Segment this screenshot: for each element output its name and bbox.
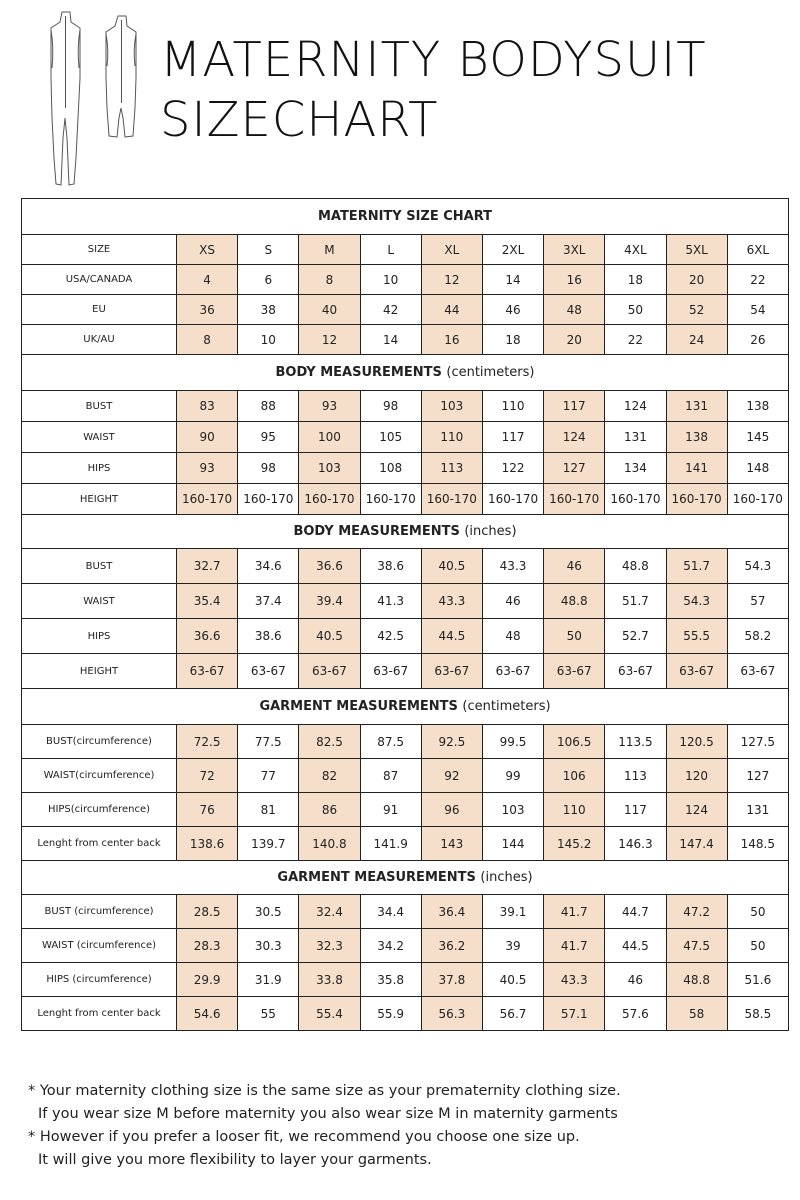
table-cell: 144	[482, 827, 543, 861]
table-cell: 148.5	[727, 827, 788, 861]
table-cell: 5XL	[666, 235, 727, 265]
table-cell: 50	[544, 619, 605, 654]
table-cell: 48.8	[605, 549, 666, 584]
row-label: HEIGHT	[22, 484, 177, 515]
table-cell: 160-170	[360, 484, 421, 515]
table-cell: 103	[299, 453, 360, 484]
table-cell: M	[299, 235, 360, 265]
section-heading-title: GARMENT MEASUREMENTS	[277, 870, 481, 885]
table-cell: 63-67	[177, 654, 238, 689]
table-cell: 50	[727, 895, 788, 929]
table-cell: 63-67	[666, 654, 727, 689]
row-label: EU	[22, 295, 177, 325]
table-row	[22, 793, 789, 827]
table-cell: 100	[299, 422, 360, 453]
table-cell: 30.5	[238, 895, 299, 929]
table-cell: 82.5	[299, 725, 360, 759]
section-heading-row	[22, 515, 789, 549]
table-cell: 40.5	[299, 619, 360, 654]
table-cell: 46	[482, 295, 543, 325]
section-heading-row	[22, 355, 789, 391]
table-cell: 138.6	[177, 827, 238, 861]
table-cell: 87	[360, 759, 421, 793]
table-cell: 124	[605, 391, 666, 422]
table-cell: 48.8	[666, 963, 727, 997]
table-cell: 138	[666, 422, 727, 453]
table-cell: 55.5	[666, 619, 727, 654]
table-cell: 20	[544, 325, 605, 355]
section-heading-title: MATERNITY SIZE CHART	[317, 209, 493, 224]
table-cell: 127	[727, 759, 788, 793]
table-cell: 91	[360, 793, 421, 827]
table-cell: 55.9	[360, 997, 421, 1031]
table-cell: 3XL	[544, 235, 605, 265]
table-row	[22, 391, 789, 422]
table-cell: 6	[238, 265, 299, 295]
table-cell: 160-170	[238, 484, 299, 515]
row-label: HIPS	[22, 619, 177, 654]
section-heading-title: BODY MEASUREMENTS	[275, 365, 447, 380]
section-heading	[22, 515, 789, 549]
table-cell: 37.4	[238, 584, 299, 619]
table-cell: 148	[727, 453, 788, 484]
table-cell: 113	[421, 453, 482, 484]
table-cell: 10	[360, 265, 421, 295]
table-cell: S	[238, 235, 299, 265]
table-cell: 134	[605, 453, 666, 484]
table-cell: 34.2	[360, 929, 421, 963]
table-cell: 56.7	[482, 997, 543, 1031]
section-heading-row	[22, 689, 789, 725]
table-cell: 131	[727, 793, 788, 827]
table-cell: 47.2	[666, 895, 727, 929]
note-line-1: * Your maternity clothing size is the same size as your prematernity clothing size.	[28, 1083, 621, 1099]
table-cell: 82	[299, 759, 360, 793]
table-cell: 76	[177, 793, 238, 827]
table-cell: 63-67	[727, 654, 788, 689]
table-row	[22, 295, 789, 325]
table-cell: 41.3	[360, 584, 421, 619]
table-cell: 63-67	[482, 654, 543, 689]
table-cell: 54.6	[177, 997, 238, 1031]
note-line-2: If you wear size M before maternity you also wear size M in maternity garments	[38, 1106, 618, 1122]
table-cell: 110	[482, 391, 543, 422]
table-cell: 47.5	[666, 929, 727, 963]
table-cell: 39.4	[299, 584, 360, 619]
table-cell: 63-67	[544, 654, 605, 689]
table-cell: 106.5	[544, 725, 605, 759]
table-cell: 39.1	[482, 895, 543, 929]
table-cell: L	[360, 235, 421, 265]
table-cell: 106	[544, 759, 605, 793]
title-line-2: SIZECHART	[160, 92, 439, 148]
table-cell: 52.7	[605, 619, 666, 654]
table-cell: 28.5	[177, 895, 238, 929]
table-cell: 14	[360, 325, 421, 355]
table-cell: 8	[299, 265, 360, 295]
table-cell: 139.7	[238, 827, 299, 861]
table-cell: 113.5	[605, 725, 666, 759]
table-cell: 43.3	[421, 584, 482, 619]
table-cell: 160-170	[544, 484, 605, 515]
table-cell: 110	[544, 793, 605, 827]
note-line-4: It will give you more flexibility to layer your garments.	[38, 1152, 432, 1168]
table-cell: 110	[421, 422, 482, 453]
table-cell: 38.6	[360, 549, 421, 584]
table-cell: 141	[666, 453, 727, 484]
section-heading-title: GARMENT MEASUREMENTS	[259, 699, 463, 714]
row-label: HIPS(circumference)	[22, 793, 177, 827]
table-cell: 117	[605, 793, 666, 827]
table-cell: 48	[482, 619, 543, 654]
table-cell: 93	[299, 391, 360, 422]
section-heading-unit: (inches)	[464, 524, 517, 539]
table-cell: 105	[360, 422, 421, 453]
table-cell: 16	[544, 265, 605, 295]
table-cell: 22	[727, 265, 788, 295]
row-label: UK/AU	[22, 325, 177, 355]
table-cell: 87.5	[360, 725, 421, 759]
table-cell: 127	[544, 453, 605, 484]
table-cell: 12	[421, 265, 482, 295]
table-cell: 37.8	[421, 963, 482, 997]
table-cell: 138	[727, 391, 788, 422]
row-label: Lenght from center back	[22, 997, 177, 1031]
table-cell: 72	[177, 759, 238, 793]
table-cell: 63-67	[605, 654, 666, 689]
table-cell: 18	[605, 265, 666, 295]
table-cell: 24	[666, 325, 727, 355]
table-row	[22, 963, 789, 997]
table-cell: 141.9	[360, 827, 421, 861]
table-cell: 108	[360, 453, 421, 484]
table-cell: 131	[666, 391, 727, 422]
table-cell: 72.5	[177, 725, 238, 759]
table-cell: 39	[482, 929, 543, 963]
table-cell: 54	[727, 295, 788, 325]
table-cell: 96	[421, 793, 482, 827]
table-cell: 14	[482, 265, 543, 295]
section-heading-unit: (inches)	[480, 870, 533, 885]
table-cell: 32.3	[299, 929, 360, 963]
table-cell: XS	[177, 235, 238, 265]
bodysuit-illustration	[38, 8, 158, 190]
table-row	[22, 325, 789, 355]
table-cell: 44.7	[605, 895, 666, 929]
table-cell: 29.9	[177, 963, 238, 997]
table-row	[22, 895, 789, 929]
size-notes	[28, 1080, 621, 1172]
section-heading-unit: (centimeters)	[462, 699, 551, 714]
table-cell: 63-67	[299, 654, 360, 689]
table-cell: 35.4	[177, 584, 238, 619]
table-cell: 160-170	[421, 484, 482, 515]
table-cell: 127.5	[727, 725, 788, 759]
table-cell: 36	[177, 295, 238, 325]
table-cell: 131	[605, 422, 666, 453]
table-cell: 160-170	[177, 484, 238, 515]
table-cell: 30.3	[238, 929, 299, 963]
table-cell: 35.8	[360, 963, 421, 997]
table-cell: 77	[238, 759, 299, 793]
section-heading	[22, 689, 789, 725]
table-cell: 124	[666, 793, 727, 827]
table-cell: 58.2	[727, 619, 788, 654]
table-cell: 120.5	[666, 725, 727, 759]
section-heading-title: BODY MEASUREMENTS	[293, 524, 465, 539]
table-cell: 86	[299, 793, 360, 827]
table-cell: 44.5	[605, 929, 666, 963]
table-cell: 93	[177, 453, 238, 484]
table-row	[22, 997, 789, 1031]
table-cell: 32.7	[177, 549, 238, 584]
table-cell: 55.4	[299, 997, 360, 1031]
table-cell: 58	[666, 997, 727, 1031]
table-row	[22, 929, 789, 963]
row-label: WAIST	[22, 422, 177, 453]
table-cell: 77.5	[238, 725, 299, 759]
table-cell: 48	[544, 295, 605, 325]
table-cell: 54.3	[666, 584, 727, 619]
table-cell: 4	[177, 265, 238, 295]
table-cell: 103	[421, 391, 482, 422]
section-heading-row	[22, 199, 789, 235]
table-cell: 57	[727, 584, 788, 619]
table-cell: 103	[482, 793, 543, 827]
table-cell: 36.6	[299, 549, 360, 584]
row-label: SIZE	[22, 235, 177, 265]
table-cell: 92.5	[421, 725, 482, 759]
table-cell: 51.6	[727, 963, 788, 997]
table-cell: 160-170	[727, 484, 788, 515]
table-cell: 83	[177, 391, 238, 422]
row-label: HIPS (circumference)	[22, 963, 177, 997]
section-heading-unit: (centimeters)	[446, 365, 535, 380]
table-cell: 16	[421, 325, 482, 355]
table-cell: 95	[238, 422, 299, 453]
table-cell: 18	[482, 325, 543, 355]
table-cell: 2XL	[482, 235, 543, 265]
table-cell: 42.5	[360, 619, 421, 654]
table-cell: 50	[605, 295, 666, 325]
table-cell: 44	[421, 295, 482, 325]
table-cell: 99	[482, 759, 543, 793]
table-cell: 10	[238, 325, 299, 355]
size-chart-table	[21, 198, 789, 1031]
table-cell: 12	[299, 325, 360, 355]
row-label: BUST(circumference)	[22, 725, 177, 759]
table-cell: 122	[482, 453, 543, 484]
row-label: BUST (circumference)	[22, 895, 177, 929]
table-cell: 38.6	[238, 619, 299, 654]
table-cell: 145.2	[544, 827, 605, 861]
table-cell: 43.3	[482, 549, 543, 584]
row-label: BUST	[22, 391, 177, 422]
table-cell: 146.3	[605, 827, 666, 861]
table-cell: 98	[360, 391, 421, 422]
table-cell: 4XL	[605, 235, 666, 265]
table-row	[22, 235, 789, 265]
table-row	[22, 484, 789, 515]
table-cell: 40.5	[482, 963, 543, 997]
table-row	[22, 759, 789, 793]
table-cell: 8	[177, 325, 238, 355]
table-cell: 81	[238, 793, 299, 827]
table-cell: 50	[727, 929, 788, 963]
table-cell: 38	[238, 295, 299, 325]
row-label: WAIST	[22, 584, 177, 619]
table-cell: 57.6	[605, 997, 666, 1031]
table-cell: 46	[544, 549, 605, 584]
table-cell: 160-170	[299, 484, 360, 515]
table-cell: 56.3	[421, 997, 482, 1031]
table-cell: 41.7	[544, 929, 605, 963]
section-heading	[22, 861, 789, 895]
table-cell: 36.4	[421, 895, 482, 929]
table-cell: 34.4	[360, 895, 421, 929]
page-title	[160, 30, 707, 150]
row-label: HEIGHT	[22, 654, 177, 689]
table-row	[22, 549, 789, 584]
table-cell: 147.4	[666, 827, 727, 861]
table-cell: 40.5	[421, 549, 482, 584]
table-cell: 54.3	[727, 549, 788, 584]
table-cell: 145	[727, 422, 788, 453]
table-cell: 51.7	[605, 584, 666, 619]
table-cell: 36.6	[177, 619, 238, 654]
table-cell: 92	[421, 759, 482, 793]
table-cell: 46	[482, 584, 543, 619]
row-label: WAIST(circumference)	[22, 759, 177, 793]
section-heading	[22, 199, 789, 235]
title-line-1: MATERNITY BODYSUIT	[160, 32, 707, 88]
table-cell: 63-67	[421, 654, 482, 689]
table-cell: 32.4	[299, 895, 360, 929]
table-cell: XL	[421, 235, 482, 265]
table-cell: 46	[605, 963, 666, 997]
row-label: HIPS	[22, 453, 177, 484]
table-cell: 51.7	[666, 549, 727, 584]
table-cell: 117	[482, 422, 543, 453]
table-cell: 160-170	[666, 484, 727, 515]
table-cell: 57.1	[544, 997, 605, 1031]
table-cell: 20	[666, 265, 727, 295]
table-cell: 31.9	[238, 963, 299, 997]
table-cell: 6XL	[727, 235, 788, 265]
table-cell: 98	[238, 453, 299, 484]
table-row	[22, 453, 789, 484]
table-cell: 26	[727, 325, 788, 355]
table-cell: 41.7	[544, 895, 605, 929]
table-row	[22, 422, 789, 453]
table-cell: 140.8	[299, 827, 360, 861]
table-cell: 99.5	[482, 725, 543, 759]
table-cell: 36.2	[421, 929, 482, 963]
table-cell: 124	[544, 422, 605, 453]
table-row	[22, 654, 789, 689]
table-cell: 90	[177, 422, 238, 453]
table-cell: 143	[421, 827, 482, 861]
row-label: WAIST (circumference)	[22, 929, 177, 963]
table-cell: 43.3	[544, 963, 605, 997]
table-row	[22, 725, 789, 759]
table-cell: 48.8	[544, 584, 605, 619]
table-cell: 58.5	[727, 997, 788, 1031]
table-row	[22, 619, 789, 654]
table-cell: 22	[605, 325, 666, 355]
table-cell: 44.5	[421, 619, 482, 654]
row-label: Lenght from center back	[22, 827, 177, 861]
note-line-3: * However if you prefer a looser fit, we recommend you choose one size up.	[28, 1129, 580, 1145]
section-heading	[22, 355, 789, 391]
table-cell: 117	[544, 391, 605, 422]
table-cell: 40	[299, 295, 360, 325]
table-row	[22, 265, 789, 295]
table-cell: 55	[238, 997, 299, 1031]
section-heading-row	[22, 861, 789, 895]
table-cell: 88	[238, 391, 299, 422]
table-row	[22, 584, 789, 619]
table-cell: 160-170	[605, 484, 666, 515]
table-cell: 28.3	[177, 929, 238, 963]
table-cell: 63-67	[238, 654, 299, 689]
table-cell: 42	[360, 295, 421, 325]
row-label: USA/CANADA	[22, 265, 177, 295]
table-cell: 33.8	[299, 963, 360, 997]
table-cell: 160-170	[482, 484, 543, 515]
table-cell: 52	[666, 295, 727, 325]
table-cell: 63-67	[360, 654, 421, 689]
row-label: BUST	[22, 549, 177, 584]
table-row	[22, 827, 789, 861]
table-cell: 34.6	[238, 549, 299, 584]
table-cell: 120	[666, 759, 727, 793]
table-cell: 113	[605, 759, 666, 793]
